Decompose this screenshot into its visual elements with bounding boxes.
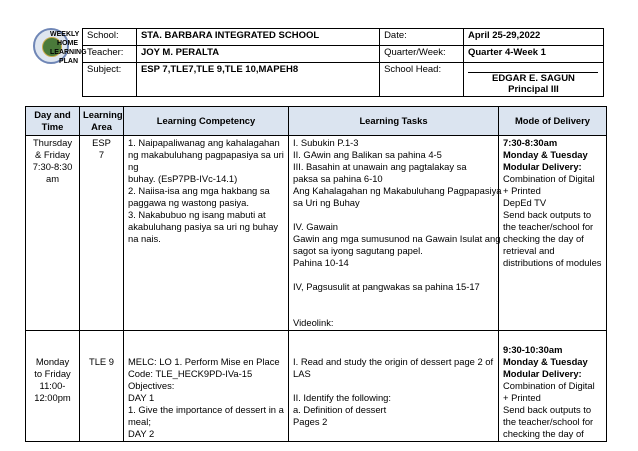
school-head-label: School Head:	[380, 63, 464, 97]
day-time-cell: Monday to Friday 11:00- 12:00pm	[26, 331, 80, 442]
learning-area-cell: TLE 9	[80, 331, 124, 442]
col-header-day-time: Day and Time	[26, 107, 80, 136]
school-head-title: Principal III	[508, 84, 559, 95]
table-row	[26, 331, 607, 442]
learning-plan-table	[25, 106, 607, 442]
wlp-label: WEEKLY HOME LEARNING PLAN	[50, 31, 87, 65]
col-header-mode: Mode of Delivery	[499, 107, 607, 136]
date-value: April 25-29,2022	[463, 29, 603, 46]
school-head-name: EDGAR E. SAGUN	[492, 73, 575, 84]
table-header-row	[26, 107, 607, 136]
col-header-tasks: Learning Tasks	[289, 107, 499, 136]
subject-value: ESP 7,TLE7,TLE 9,TLE 10,MAPEH8	[136, 63, 379, 97]
mode-cell: 7:30-8:30am Monday & Tuesday Modular Delivery: Combination of Digital + Printed DepEd TV Send back outputs to the teacher/school for checking the day of retrieval and distributions of modules	[499, 136, 607, 331]
learning-area-cell: ESP 7	[80, 136, 124, 331]
col-header-competency: Learning Competency	[124, 107, 289, 136]
mode-cell: 9:30-10:30am Monday & Tuesday Modular Delivery: Combination of Digital + Printed Send back outputs to the teacher/school for checking the day of	[499, 331, 607, 442]
school-head-signature	[463, 63, 603, 97]
school-label: School:	[83, 29, 137, 46]
quarter-value: Quarter 4-Week 1	[463, 46, 603, 63]
competency-cell: 1. Naipapaliwanag ang kahalagahan ng makabuluhang pagpapasiya sa uri ng buhay. (EsP7PB-IVc-14.1) 2. Naiisa-isa ang mga hakbang sa paggawa ng wastong pasiya. 3. Nakabubuo ng isang mabuti at akabuluhang pasiya sa uri ng buhay na nais.	[124, 136, 289, 331]
day-time-cell: Thursday & Friday 7:30-8:30 am	[26, 136, 80, 331]
table-row	[26, 136, 607, 331]
competency-cell: MELC: LO 1. Perform Mise en Place Code: TLE_HECK9PD-IVa-15 Objectives: DAY 1 1. Give the importance of dessert in a meal; DAY 2	[124, 331, 289, 442]
teacher-label: Teacher:	[83, 46, 137, 63]
col-header-learning-area: Learning Area	[80, 107, 124, 136]
tasks-cell: I. Read and study the origin of dessert page 2 of LAS II. Identify the following: a. Definition of dessert Pages 2	[289, 331, 499, 442]
header-info-table	[82, 28, 604, 97]
school-value: STA. BARBARA INTEGRATED SCHOOL	[136, 29, 379, 46]
quarter-label: Quarter/Week:	[380, 46, 464, 63]
date-label: Date:	[380, 29, 464, 46]
subject-label: Subject:	[83, 63, 137, 97]
tasks-cell: I. Subukin P.1-3 II. GAwin ang Balikan sa pahina 4-5 III. Basahin at unawain ang pagtalakay sa paksa sa pahina 6-10 Ang Kahalagahan ng Makabuluhang Pagpapasiya sa Uri ng Buhay IV. Gawain Gawin ang mga sumusunod na Gawain Isulat ang sagot sa iyong sagutang papel. Pahina 10-14 IV, Pagsusulit at pangwakas sa pahina 15-17 Videolink:	[289, 136, 499, 331]
teacher-value: JOY M. PERALTA	[136, 46, 379, 63]
